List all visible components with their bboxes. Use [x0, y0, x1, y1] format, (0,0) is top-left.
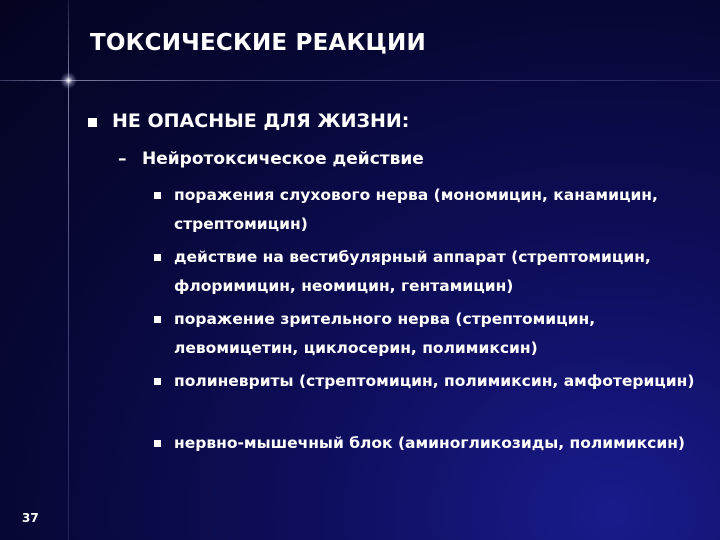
list-item-text: нервно-мышечный блок (аминогликозиды, полимиксин) [174, 434, 686, 452]
square-bullet-icon [154, 440, 161, 447]
square-bullet-icon [154, 254, 161, 261]
list-item [150, 243, 710, 305]
list-item-text: поражение зрительного нерва (стрептомицин, левомицетин, циклосерин, полимиксин) [174, 310, 596, 357]
dash-bullet-icon: – [118, 149, 127, 169]
square-bullet-icon [154, 192, 161, 199]
list-item-text: поражения слухового нерва (мономицин, канамицин, стрептомицин) [174, 186, 658, 233]
list-item-text: действие на вестибулярный аппарат (стрептомицин, флоримицин, неомицин, гентамицин) [174, 248, 651, 295]
slide-title: ТОКСИЧЕСКИЕ РЕАКЦИИ [90, 30, 426, 56]
square-bullet-icon [88, 118, 97, 127]
square-bullet-icon [154, 378, 161, 385]
list-item [150, 367, 710, 429]
sparkle-decoration [60, 72, 77, 89]
list-item [150, 181, 710, 243]
list-item [150, 429, 710, 491]
horizontal-accent-line [0, 80, 720, 81]
square-bullet-icon [154, 316, 161, 323]
bullet-level3-list [150, 181, 710, 491]
bullet-level2-text: Нейротоксическое действие [142, 149, 424, 169]
list-item-text: полиневриты (стрептомицин, полимиксин, амфотерицин) [174, 372, 695, 390]
list-item [150, 305, 710, 367]
page-number: 37 [22, 511, 39, 525]
bullet-level1-text: НЕ ОПАСНЫЕ ДЛЯ ЖИЗНИ: [112, 110, 410, 132]
